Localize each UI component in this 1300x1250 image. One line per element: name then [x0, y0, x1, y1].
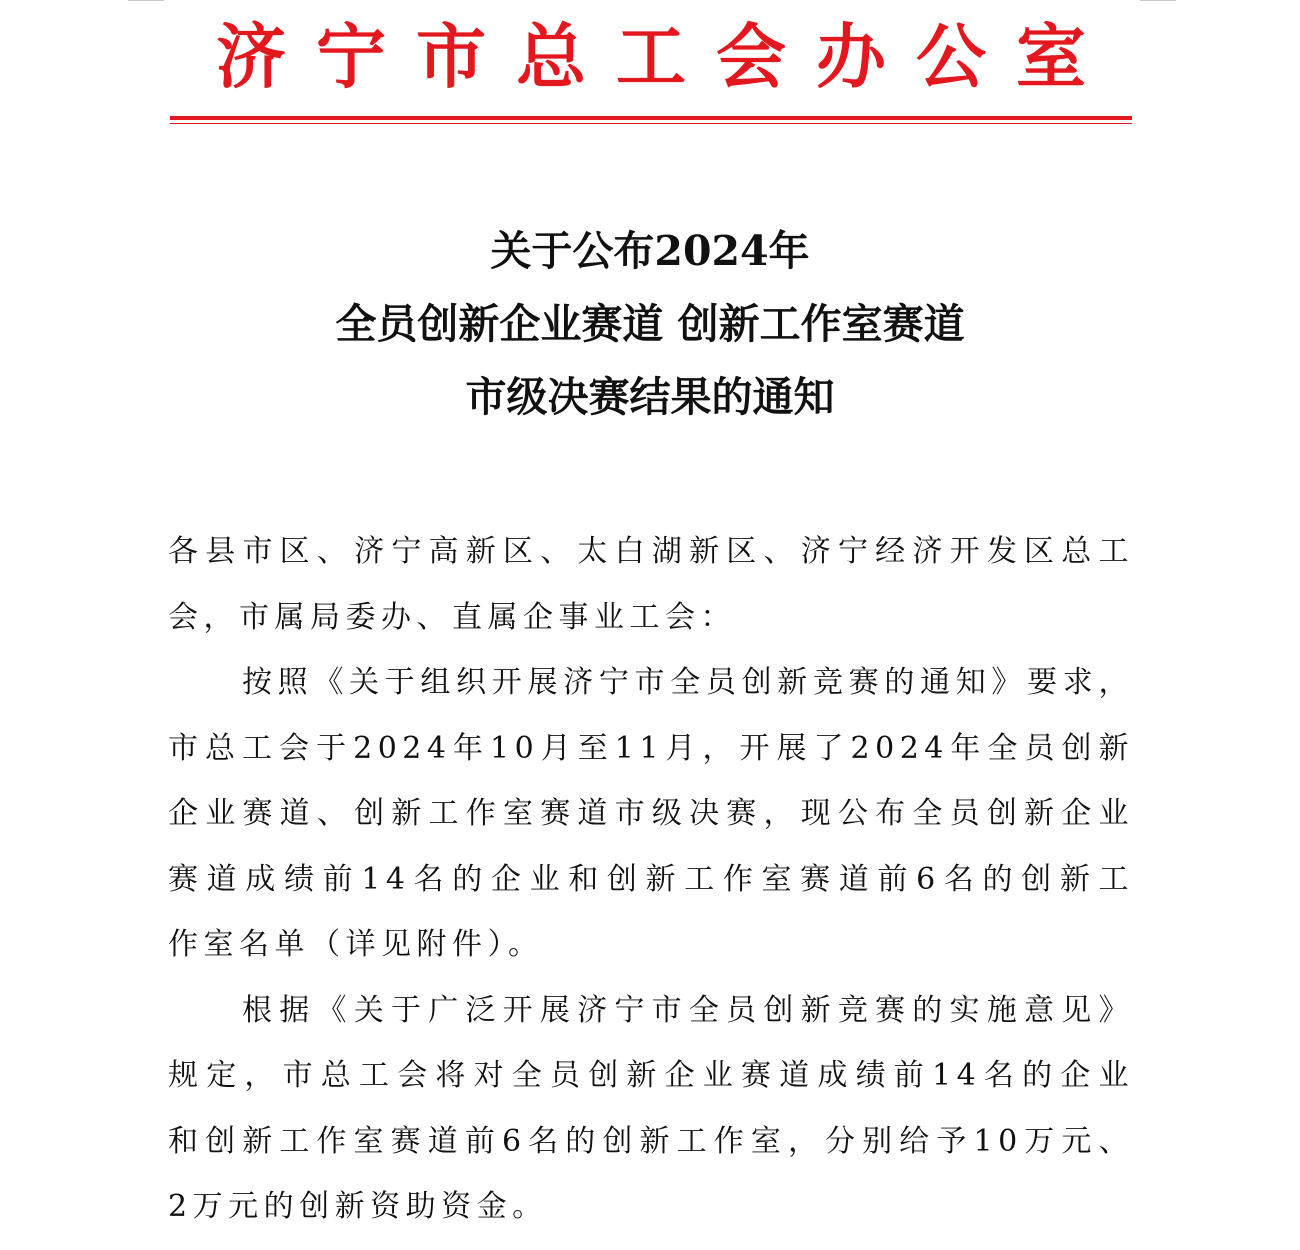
title-line-1: 关于公布2024年 [490, 227, 810, 275]
paragraph-1-line-4: 赛道成绩前14名的企业和创新工作室赛道前6名的创新工 [168, 861, 1134, 897]
paragraph-1-line-5: 作室名单（详见附件）。 [168, 927, 544, 962]
notice-body [168, 519, 1134, 1240]
title-line-2: 全员创新企业赛道 创新工作室赛道 [335, 300, 965, 348]
paragraph-1-line-1: 按照《关于组织开展济宁市全员创新竞赛的通知》要求， [242, 665, 1134, 700]
masthead-red-rule-thin [170, 123, 1132, 124]
corner-crop-mark-right [1140, 0, 1176, 1]
paragraph-2-line-3: 和创新工作室赛道前6名的创新工作室，分别给予10万元、 [168, 1123, 1134, 1159]
title-line-3: 市级决赛结果的通知 [465, 373, 835, 421]
paragraph-1-line-3: 企业赛道、创新工作室赛道市级决赛，现公布全员创新企业 [168, 796, 1134, 831]
paragraph-2-line-4: 2万元的创新资助资金。 [168, 1189, 548, 1224]
salutation-line-1: 各县市区、济宁高新区、太白湖新区、济宁经济开发区总工 [168, 534, 1134, 569]
paragraph-1-line-2: 市总工会于2024年10月至11月，开展了2024年全员创新 [168, 730, 1134, 766]
salutation-line-2: 会，市属局委办、直属企事业工会： [168, 599, 736, 635]
corner-crop-mark-left [128, 0, 164, 1]
masthead-red-rule-thick [170, 116, 1132, 120]
issuer-masthead [170, 6, 1132, 96]
issuer-name: 济宁市总工会办公室 [216, 14, 1116, 98]
notice-title [120, 215, 1180, 434]
paragraph-2-line-2: 规定，市总工会将对全员创新企业赛道成绩前14名的企业 [168, 1058, 1134, 1093]
paragraph-2-line-1: 根据《关于广泛开展济宁市全员创新竞赛的实施意见》 [242, 992, 1134, 1028]
